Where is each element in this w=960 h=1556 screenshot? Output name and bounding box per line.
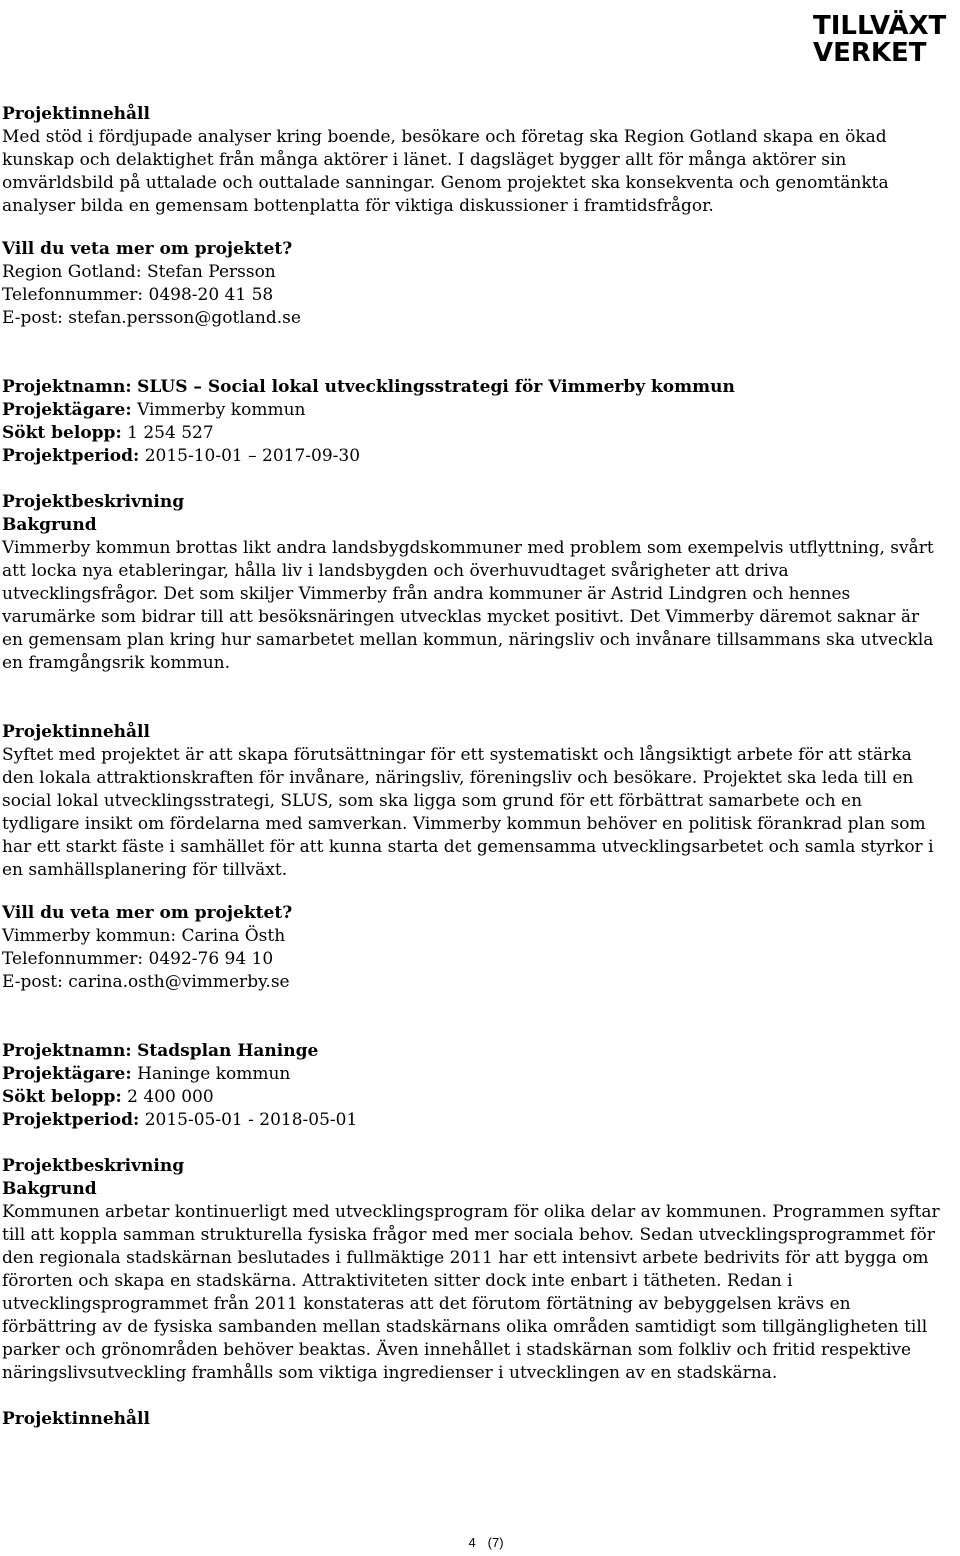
project-amount-row	[2, 422, 942, 445]
logo-text-tillvaxt: TILLVÄXT	[813, 11, 947, 41]
project-amount-label: Sökt belopp:	[2, 423, 122, 443]
contact-email: E-post: stefan.persson@gotland.se	[2, 308, 301, 328]
section-heading-projektinnehall: Projektinnehåll	[2, 104, 150, 124]
project-period-row	[2, 1109, 942, 1132]
project-amount-value: 2 400 000	[127, 1087, 214, 1107]
contact-name: Region Gotland: Stefan Persson	[2, 262, 276, 282]
section-heading-projektinnehall: Projektinnehåll	[2, 1409, 150, 1429]
document-body	[2, 103, 942, 1431]
project-owner-label: Projektägare:	[2, 1064, 132, 1084]
page-total: (7)	[487, 1535, 504, 1550]
project-name-label: Projektnamn:	[2, 377, 132, 397]
project-owner-value: Vimmerby kommun	[137, 400, 306, 420]
project-name-label: Projektnamn:	[2, 1041, 132, 1061]
project-owner-row	[2, 399, 942, 422]
paragraph-bakgrund: Vimmerby kommun brottas likt andra landsbygdskommuner med problem som exempelvis utflyttning, svårt att locka nya etableringar, hålla liv i landsbygden och överhuvudtaget svårigheter att driva utvecklingsfrågor. Det som skiljer Vimmerby från andra kommuner är Astrid Lindgren och hennes varumärke som bidrar till att besöksnäringen utvecklas mycket positivt. Det Vimmerby däremot saknar är en gemensam plan kring hur samarbetet mellan kommun, näringsliv och invånare tillsammans ska utveckla en framgångsrik kommun.	[2, 538, 934, 673]
project-period-label: Projektperiod:	[2, 1110, 140, 1130]
contact-heading: Vill du veta mer om projektet?	[2, 239, 293, 259]
project-name-row	[2, 376, 942, 399]
logo-text-verket: VERKET	[813, 38, 927, 64]
paragraph-bakgrund: Kommunen arbetar kontinuerligt med utvecklingsprogram för olika delar av kommunen. Programmen syftar till att koppla samman strukturella fysiska frågor med mer sociala behov. Sedan utvecklingsprogrammet för den regionala stadskärnan beslutades i fullmäktige 2011 har ett intensivt arbete bedrivits för att bygga om förorten och skapa en stadskärna. Attraktiviteten sitter dock inte enbart i tätheten. Redan i utvecklingsprogrammet från 2011 konstateras att det förutom förtätning av bebyggelsen krävs en förbättring av de fysiska sambanden mellan stadskärnans olika områden samtidigt som tillgängligheten till parker och grönområden behöver beaktas. Även innehållet i stadskärnan som folkliv och fritid respektive näringslivsutveckling framhålls som viktiga ingredienser i utvecklingen av en stadskärna.	[2, 1202, 940, 1383]
project-period-label: Projektperiod:	[2, 446, 140, 466]
section-heading-projektbeskrivning: Projektbeskrivning	[2, 492, 185, 512]
project-amount-value: 1 254 527	[127, 423, 214, 443]
project-amount-row	[2, 1086, 942, 1109]
section-heading-bakgrund: Bakgrund	[2, 515, 97, 535]
contact-phone: Telefonnummer: 0498-20 41 58	[2, 285, 274, 305]
section-heading-projektbeskrivning: Projektbeskrivning	[2, 1156, 185, 1176]
contact-heading: Vill du veta mer om projektet?	[2, 903, 293, 923]
page-footer	[0, 1535, 960, 1550]
contact-name: Vimmerby kommun: Carina Östh	[2, 926, 286, 946]
project-owner-value: Haninge kommun	[137, 1064, 291, 1084]
project-name-value: Stadsplan Haninge	[137, 1041, 319, 1061]
project-period-value: 2015-10-01 – 2017-09-30	[144, 446, 361, 466]
section-heading-bakgrund: Bakgrund	[2, 1179, 97, 1199]
project-name-value: SLUS – Social lokal utvecklingsstrategi för Vimmerby kommun	[137, 377, 735, 397]
project-period-value: 2015-05-01 - 2018-05-01	[144, 1110, 358, 1130]
project-owner-row	[2, 1063, 942, 1086]
project-amount-label: Sökt belopp:	[2, 1087, 122, 1107]
contact-phone: Telefonnummer: 0492-76 94 10	[2, 949, 274, 969]
section-heading-projektinnehall: Projektinnehåll	[2, 722, 150, 742]
contact-email: E-post: carina.osth@vimmerby.se	[2, 972, 290, 992]
project-period-row	[2, 445, 942, 468]
project-name-row	[2, 1040, 942, 1063]
project-owner-label: Projektägare:	[2, 400, 132, 420]
paragraph-projektinnehall: Syftet med projektet är att skapa förutsättningar för ett systematiskt och långsiktigt arbete för att stärka den lokala attraktionskraften för invånare, näringsliv, föreningsliv och besökare. Projektet ska leda till en social lokal utvecklingsstrategi, SLUS, som ska ligga som grund för ett förbättrat samarbete och en tydligare insikt om fördelarna med samverkan. Vimmerby kommun behöver en politisk förankrad plan som har ett starkt fäste i samhället för att kunna starta det gemensamma utvecklingsarbetet och samla styrkor i en samhällsplanering för tillväxt.	[2, 745, 934, 880]
tillvaxtverket-logo	[811, 6, 956, 64]
paragraph-projektinnehall: Med stöd i fördjupade analyser kring boende, besökare och företag ska Region Gotland skapa en ökad kunskap och delaktighet från många aktörer i länet. I dagsläget bygger allt för många aktörer sin omvärldsbild på uttalade och outtalade sanningar. Genom projektet ska konsekventa och genomtänkta analyser bilda en gemensam bottenplatta för viktiga diskussioner i framtidsfrågor.	[2, 127, 889, 216]
page-number: 4	[468, 1535, 476, 1550]
